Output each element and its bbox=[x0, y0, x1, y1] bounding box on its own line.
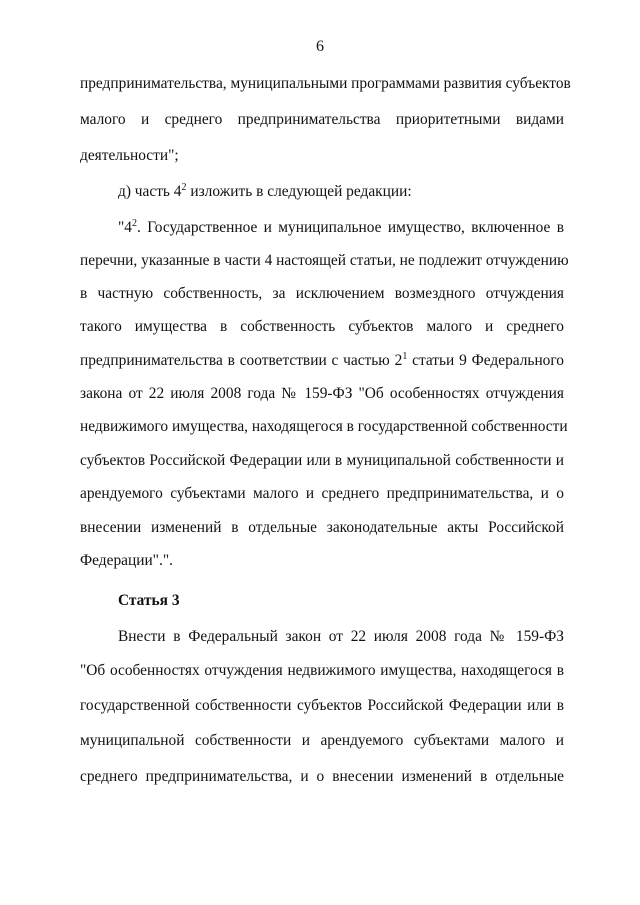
text-line: арендуемого субъектами малого и среднего предпринимательства, и о bbox=[80, 485, 564, 502]
paragraph-d-line bbox=[118, 183, 564, 201]
text-line: недвижимого имущества, находящегося в государственной собственности bbox=[80, 418, 568, 435]
superscript: 2 bbox=[181, 181, 187, 193]
text-line: среднего предпринимательства, и о внесении изменений в отдельные bbox=[80, 768, 564, 785]
text-line: малого и среднего предпринимательства приоритетными видами bbox=[80, 111, 564, 128]
text-line: субъектов Российской Федерации или в муниципальной собственности и bbox=[80, 452, 564, 469]
text-fragment: изложить в следующей редакции: bbox=[186, 183, 412, 200]
superscript: 1 bbox=[402, 350, 408, 362]
text-line: Внести в Федеральный закон от 22 июля 2008 года № 159-ФЗ bbox=[118, 628, 564, 645]
text-line: такого имущества в собственность субъектов малого и среднего bbox=[80, 318, 564, 335]
quote-line bbox=[80, 352, 564, 370]
text-line: в частную собственность, за исключением возмездного отчуждения bbox=[80, 285, 564, 302]
text-line: закона от 22 июля 2008 года № 159-ФЗ "Об особенностях отчуждения bbox=[80, 385, 564, 402]
text-line: муниципальной собственности и арендуемого субъектами малого и bbox=[80, 732, 564, 749]
text-line: Федерации".". bbox=[80, 552, 173, 569]
page-number: 6 bbox=[316, 38, 324, 55]
text-line: внесении изменений в отдельные законодательные акты Российской bbox=[80, 519, 564, 536]
text-fragment: . Государственное и муниципальное имущество, включенное в bbox=[136, 219, 564, 236]
text-fragment: "4 bbox=[118, 219, 132, 236]
text-line: деятельности"; bbox=[80, 147, 179, 164]
text-line: перечни, указанные в части 4 настоящей статьи, не подлежит отчуждению bbox=[80, 252, 569, 269]
text-fragment: предпринимательства в соответствии с частью 2 bbox=[80, 352, 403, 369]
text-line: предпринимательства, муниципальными программами развития субъектов bbox=[80, 75, 571, 92]
text-fragment: статьи 9 Федерального bbox=[407, 352, 564, 369]
superscript: 2 bbox=[131, 217, 137, 229]
text-line: государственной собственности субъектов Российской Федерации или в bbox=[80, 697, 564, 714]
quote-line bbox=[118, 219, 564, 237]
article-heading: Статья 3 bbox=[118, 592, 180, 609]
text-fragment: д) часть 4 bbox=[118, 183, 182, 200]
text-line: "Об особенностях отчуждения недвижимого имущества, находящегося в bbox=[80, 662, 564, 679]
